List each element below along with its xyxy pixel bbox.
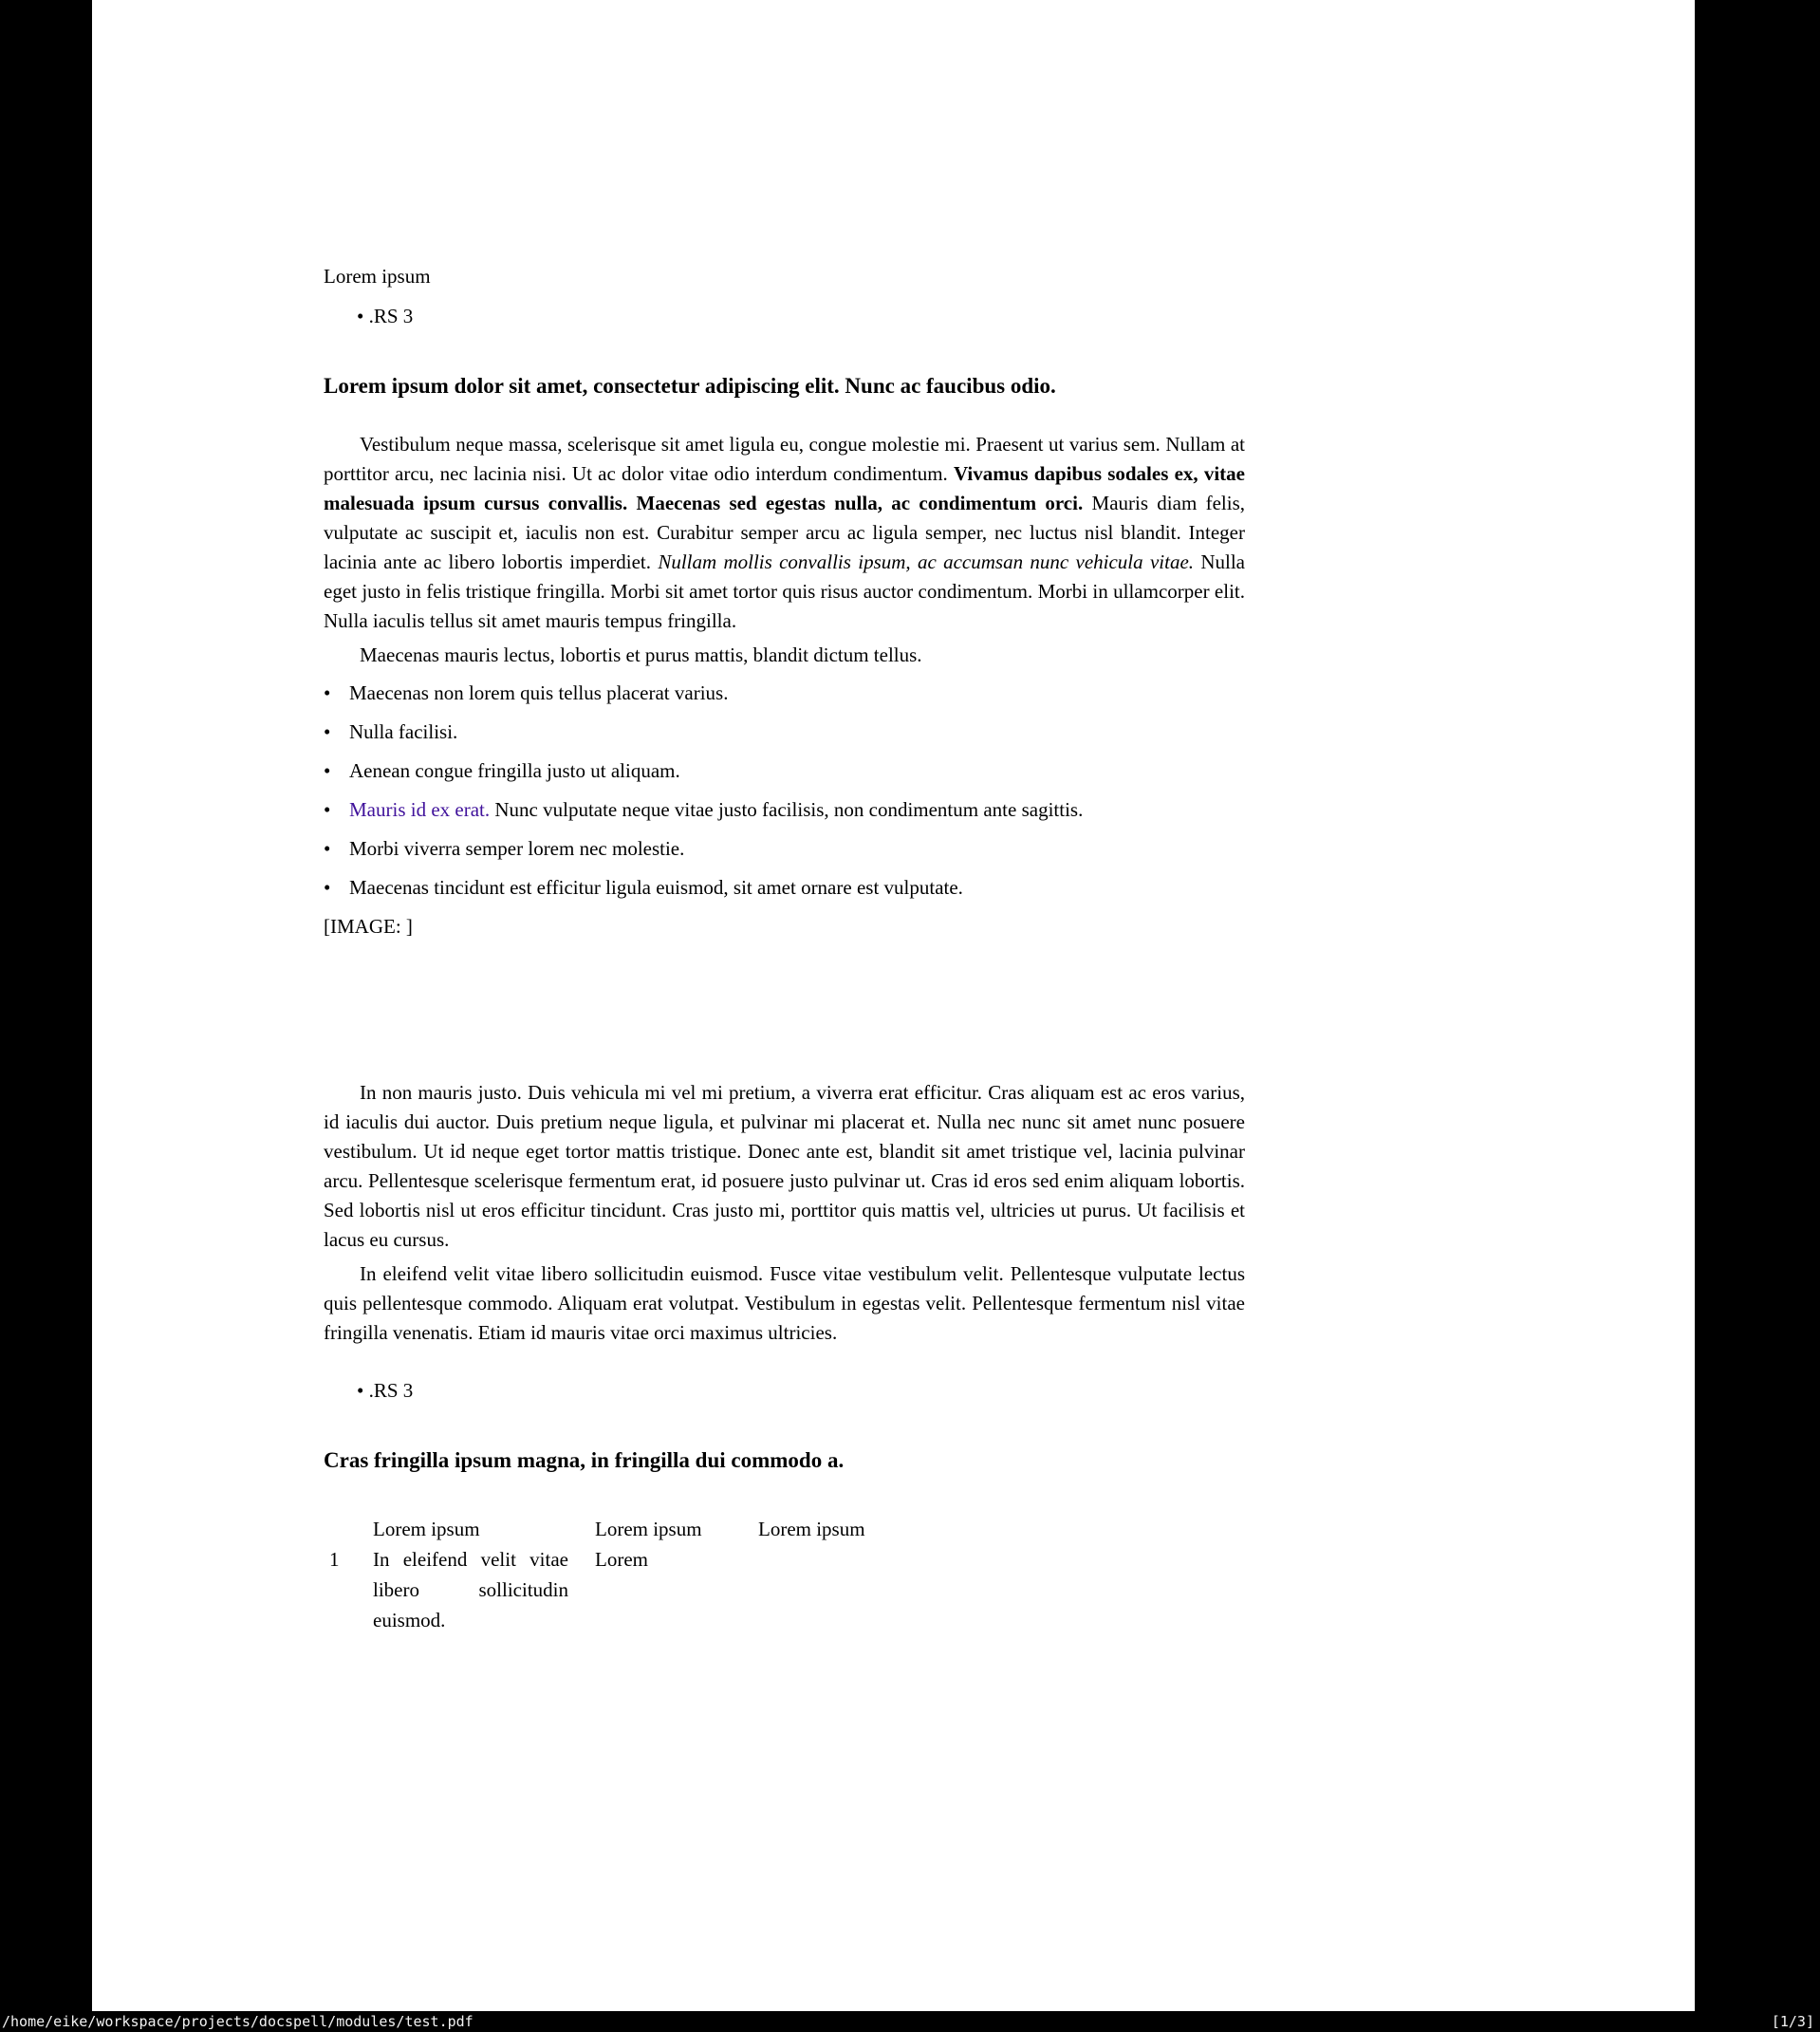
paragraph-2: Maecenas mauris lectus, lobortis et purus mattis, blandit dictum tellus. — [360, 643, 922, 666]
paragraph-1 — [324, 430, 1245, 636]
paragraph-1-normal-e: Nulla eget justo in felis tristique fringilla. Morbi sit amet tortor quis risus auctor condimentum. Morbi in ullamcorper elit. Nulla iaculis tellus sit amet mauris tempus fringilla. — [324, 550, 1245, 632]
list-item-text: Nunc vulputate neque vitae justo facilisis, non condimentum ante sagittis. — [490, 798, 1084, 821]
list-item — [324, 795, 1245, 825]
paragraph-1-italic: Nullam mollis convallis ipsum, ac accumsan nunc vehicula vitae. — [658, 550, 1195, 573]
rs-bullet-text: .RS 3 — [368, 305, 414, 327]
rs-bullet-line-2 — [357, 1376, 1245, 1406]
status-bar-page-indicator: [1/3] — [1771, 2013, 1814, 2030]
status-bar-file-path: /home/eike/workspace/projects/docspell/modules/test.pdf — [2, 2013, 474, 2030]
rs-bullet-text: .RS 3 — [368, 1379, 414, 1402]
paragraph-4: In eleifend velit vitae libero sollicitudin euismod. Fusce vitae vestibulum velit. Pellentesque vulputate lectus quis pellentesque commodo. Aliquam erat volutpat. Vestibulum in egestas velit. Pellentesque fermentum nisl vitae fringilla venenatis. Etiam id mauris vitae orci maximus ultricies. — [324, 1262, 1245, 1344]
paragraph-1-normal-a: Vestibulum neque massa, scelerisque sit amet ligula eu, congue molestie mi. Praesent ut varius sem. Nullam at porttitor arcu, nec lacinia nisi. Ut ac dolor vitae odio interdum condimentum. — [324, 433, 1245, 485]
pdf-hyperlink[interactable]: Mauris id ex erat. — [349, 798, 491, 821]
document-content — [324, 262, 1245, 1635]
image-empty-area — [324, 941, 1245, 1048]
bullet-list — [324, 679, 1245, 903]
list-item: • Maecenas tincidunt est efficitur ligula euismod, sit amet ornare est vulputate. — [324, 873, 1245, 903]
table-header-spacer — [329, 1514, 373, 1544]
image-placeholder-label: [IMAGE: ] — [324, 915, 413, 938]
rs-bullet-line-1 — [357, 302, 1245, 331]
table-cell: In eleifend velit vitae libero sollicitudin euismod. — [373, 1548, 568, 1631]
list-item: • Nulla facilisi. — [324, 718, 1245, 747]
list-item: • Aenean congue fringilla justo ut aliquam. — [324, 756, 1245, 786]
paragraph-1-normal-c: Mauris diam felis, vulputate ac suscipit et, iaculis non est. Curabitur semper arcu ac ligula semper, nec luctus nisl blandit. Integer lacinia ante ac libero lobortis imperdiet. — [324, 492, 1246, 573]
section-heading-2: Cras fringilla ipsum magna, in fringilla dui commodo a. — [324, 1448, 845, 1472]
section-heading-1: Lorem ipsum dolor sit amet, consectetur adipiscing elit. Nunc ac faucibus odio. — [324, 374, 1056, 398]
paragraph-1-bold: Vivamus dapibus sodales ex, vitae malesuada ipsum cursus convallis. Maecenas sed egestas nulla, ac condimentum orci. — [324, 462, 1245, 514]
intro-label: Lorem ipsum — [324, 265, 431, 288]
table-header-cell: Lorem ipsum — [373, 1518, 480, 1540]
pdf-page — [92, 0, 1695, 2011]
paragraph-3: In non mauris justo. Duis vehicula mi vel mi pretium, a viverra erat efficitur. Cras aliquam est ac eros varius, id iaculis dui auctor. Duis pretium neque ligula, et pulvinar mi placerat et. Nulla nec nunc sit amet nunc posuere vestibulum. Ut id neque eget tortor mattis tristique. Donec ante est, blandit sit amet tristique vel, lacinia pulvinar arcu. Pellentesque scelerisque fermentum erat, id posuere justo pulvinar ut. Cras id eros sed enim aliquam lobortis. Sed lobortis nisl ut eros efficitur tincidunt. Cras justo mi, porttitor quis mattis vel, ultricies ut purus. Ut facilisis et lacus eu cursus. — [324, 1081, 1245, 1251]
data-table — [329, 1514, 1245, 1635]
table-cell: Lorem — [595, 1548, 648, 1571]
table-cell — [758, 1544, 901, 1635]
table-header-cell: Lorem ipsum — [595, 1518, 702, 1540]
table-row-number: 1 — [329, 1548, 340, 1571]
list-item: • Morbi viverra semper lorem nec molestie. — [324, 834, 1245, 864]
list-item: • Maecenas non lorem quis tellus placerat varius. — [324, 679, 1245, 708]
status-bar — [0, 2011, 1820, 2032]
table-header-cell: Lorem ipsum — [758, 1518, 865, 1540]
